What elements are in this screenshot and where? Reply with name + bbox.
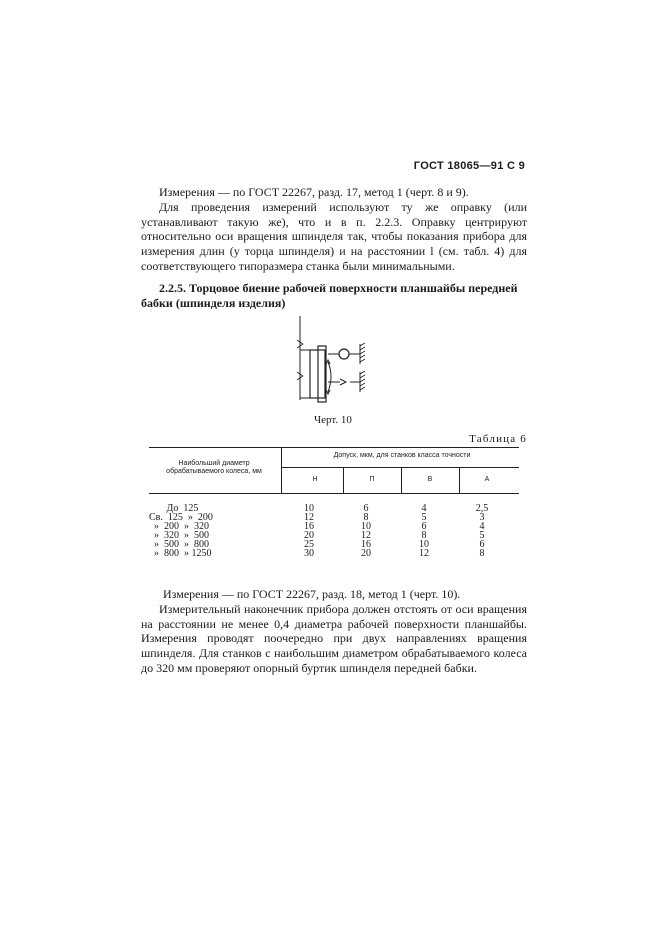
table-cell: 25 <box>304 539 314 550</box>
drawing-10-figure <box>288 312 378 407</box>
table-cell: 4 <box>421 503 427 514</box>
column-header-n: Н <box>312 476 318 483</box>
table-cell: 10 <box>419 539 429 550</box>
table-cell: 16 <box>361 539 371 550</box>
table-cell: 6 <box>421 521 427 532</box>
table-row-label: » 320 » 500 <box>149 530 209 541</box>
figure-caption: Черт. 10 <box>314 414 352 426</box>
table-cell: 30 <box>304 548 314 559</box>
table-row-label: » 500 » 800 <box>149 539 209 550</box>
table-cell: 6 <box>363 503 369 514</box>
table-cell: 4 <box>479 521 485 532</box>
tolerance-table <box>149 447 519 562</box>
table-row-header: Наибольший диаметр обрабатываемого колеса, мм <box>166 460 262 475</box>
table-group-header: Допуск, мкм, для станков класса точности <box>333 452 471 459</box>
table-row-label: Св. 125 » 200 <box>149 512 213 523</box>
measurement-paragraph-2-lead: Измерения — по ГОСТ 22267, разд. 18, метод 1 (черт. 10). <box>163 587 461 601</box>
column-header-p: П <box>369 476 375 483</box>
table-cell: 10 <box>361 521 371 532</box>
table-cell: 10 <box>304 503 314 514</box>
table-cell: 12 <box>361 530 371 541</box>
table-title: Таблица 6 <box>469 433 527 445</box>
table-cell: 8 <box>479 548 485 559</box>
table-row-label: До 125 <box>149 503 199 514</box>
column-header-v: В <box>427 476 433 483</box>
table-row-label: » 200 » 320 <box>149 521 209 532</box>
table-cell: 5 <box>421 512 427 523</box>
column-header-a: А <box>484 476 490 483</box>
measurement-paragraph-1-body: Для проведения измерений используют ту же оправку (или устанавливают такую же), что и в п. 2.2.3. Оправку центрируют относительно оси вращения шпинделя так, чтобы показания прибора для измерения длин (у торца шпинделя) и на расстоянии l (см. табл. 4) для соответствующего типоразмера станка были минимальными. <box>141 200 527 273</box>
dial-indicator-icon <box>339 349 349 359</box>
table-cell: 5 <box>479 530 485 541</box>
table-cell: 12 <box>304 512 314 523</box>
table-cell: 8 <box>363 512 369 523</box>
table-cell: 3 <box>479 512 485 523</box>
measurement-paragraph-2-body: Измерительный наконечник прибора должен отстоять от оси вращения на расстоянии не менее 0,4 диаметра рабочей поверхности планшайбы. Измерения проводят поочередно при двух направлениях вращения шпинделя. Для станков с наибольшим диаметром обрабатываемого колеса до 320 мм проверяют опорный буртик шпинделя передней бабки. <box>141 602 527 675</box>
table-cell: 16 <box>304 521 314 532</box>
table-cell: 12 <box>419 548 429 559</box>
table-row-label: » 800 » 1250 <box>149 548 212 559</box>
table-cell: 6 <box>479 539 485 550</box>
table-cell: 20 <box>304 530 314 541</box>
table-cell: 8 <box>421 530 427 541</box>
running-header: ГОСТ 18065—91 С 9 <box>413 160 525 172</box>
table-cell: 20 <box>361 548 371 559</box>
table-cell: 2,5 <box>475 503 489 514</box>
measurement-paragraph-1-lead: Измерения — по ГОСТ 22267, разд. 17, метод 1 (черт. 8 и 9). <box>159 185 469 199</box>
section-heading: 2.2.5. Торцовое биение рабочей поверхности планшайбы передней бабки (шпинделя изделия) <box>141 281 518 310</box>
